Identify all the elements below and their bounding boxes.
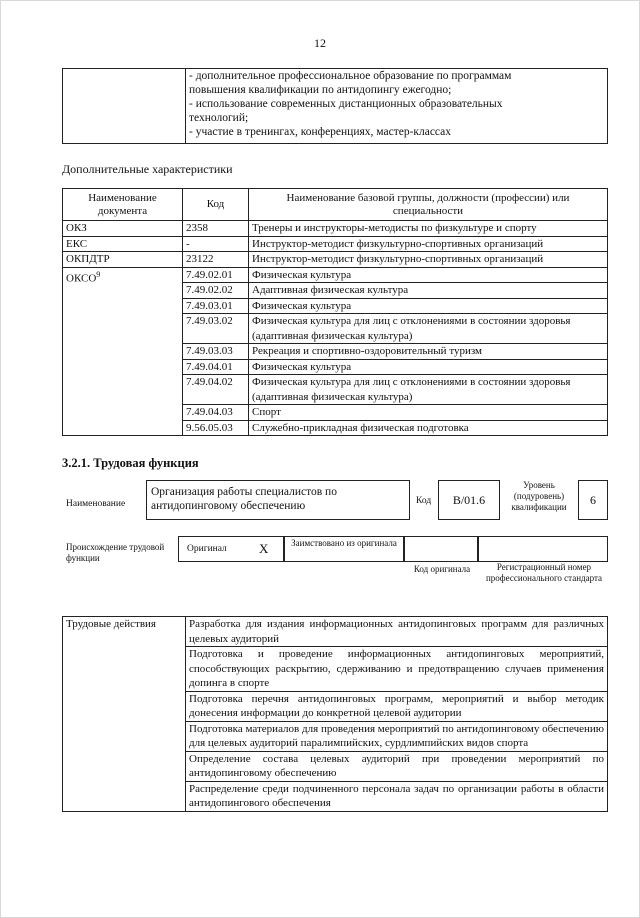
table-row xyxy=(63,221,608,237)
row-name: Тренеры и инструкторы-методисты по физкультуре и спорту xyxy=(249,221,608,237)
function-name-value: Организация работы специалистов по антидопинговому обеспечению xyxy=(151,486,337,512)
row-code: - xyxy=(183,236,249,252)
table-row xyxy=(63,267,608,283)
function-code-box xyxy=(438,480,500,520)
row-name: Рекреация и спортивно-оздоровительный туризм xyxy=(249,344,608,360)
top-table-empty-cell xyxy=(63,69,186,144)
function-name-box xyxy=(146,480,410,520)
characteristics-table xyxy=(62,188,608,436)
row-code: 7.49.03.01 xyxy=(183,298,249,314)
row-code: 7.49.04.02 xyxy=(183,375,249,405)
okso-doc-cell xyxy=(63,267,183,436)
row-name: Служебно-прикладная физическая подготовка xyxy=(249,420,608,436)
top-line: - участие в тренингах, конференциях, мастер-классах xyxy=(189,126,452,138)
row-name: Физическая культура для лиц с отклонениями в состоянии здоровья (адаптивная физическая культура) xyxy=(249,375,608,405)
top-table-content xyxy=(186,69,608,144)
action-item: Распределение среди подчиненного персонала задач по организации работы в области антидопингового обеспечения xyxy=(186,781,608,811)
action-item: Подготовка материалов для проведения мероприятий по антидопинговому обеспечению для целевых аудиторий паралимпийских, сурдлимпийских видов спорта xyxy=(186,721,608,751)
action-item: Подготовка перечня антидопинговых программ, мероприятий и выбор методик донесения информации до конкретной целевой аудитории xyxy=(186,691,608,721)
okso-footnote: 9 xyxy=(96,269,101,279)
origin-reg-box xyxy=(478,536,608,562)
page-number: 12 xyxy=(314,36,326,50)
header-code: Код xyxy=(183,189,249,221)
row-name: Физическая культура xyxy=(249,298,608,314)
top-line: повышения квалификации по антидопингу ежегодно; xyxy=(189,84,452,96)
top-line: - дополнительное профессиональное образование по программам xyxy=(189,70,512,82)
row-code: 9.56.05.03 xyxy=(183,420,249,436)
row-name: Спорт xyxy=(249,405,608,421)
function-code-label: Код xyxy=(416,496,432,506)
actions-label: Трудовые действия xyxy=(63,617,186,812)
row-code: 7.49.02.01 xyxy=(183,267,249,283)
row-name: Физическая культура xyxy=(249,359,608,375)
row-code: 23122 xyxy=(183,252,249,268)
row-code: 7.49.04.03 xyxy=(183,405,249,421)
labor-actions-table xyxy=(62,616,608,812)
section-title: 3.2.1. Трудовая функция xyxy=(62,456,199,470)
header-doc: Наименование документа xyxy=(63,189,183,221)
action-item: Подготовка и проведение информационных антидопинговых мероприятий, способствующих раскрытию, сдерживанию и предотвращению случаев применения допинга в спорте xyxy=(186,647,608,692)
top-line: технологий; xyxy=(189,112,249,124)
row-doc: ОКПДТР xyxy=(63,252,183,268)
function-name-label: Наименование xyxy=(66,499,126,509)
additional-characteristics-title: Дополнительные характеристики xyxy=(62,162,233,176)
row-name: Физическая культура для лиц с отклонениями в состоянии здоровья (адаптивная физическая культура) xyxy=(249,314,608,344)
reg-number-label: Регистрационный номер профессионального стандарта xyxy=(485,562,603,583)
row-name: Инструктор-методист физкультурно-спортивных организаций xyxy=(249,236,608,252)
row-code: 2358 xyxy=(183,221,249,237)
action-item: Разработка для издания информационных антидопинговых программ для различных целевых аудиторий xyxy=(186,617,608,647)
original-label: Оригинал xyxy=(187,544,227,554)
row-name: Физическая культура xyxy=(249,267,608,283)
action-item: Определение состава целевых аудиторий при проведении мероприятий по антидопинговому обеспечению xyxy=(186,751,608,781)
origin-label: Происхождение трудовой функции xyxy=(66,542,165,563)
level-value: 6 xyxy=(590,493,596,507)
table-row xyxy=(63,617,608,647)
header-name: Наименование базовой группы, должности (профессии) или специальности xyxy=(249,189,608,221)
function-code-value: B/01.6 xyxy=(452,493,486,507)
row-code: 7.49.03.02 xyxy=(183,314,249,344)
code-original-label: Код оригинала xyxy=(413,564,471,574)
row-code: 7.49.02.02 xyxy=(183,283,249,299)
origin-original-box xyxy=(178,536,284,562)
table-row xyxy=(63,252,608,268)
row-code: 7.49.03.03 xyxy=(183,344,249,360)
level-box xyxy=(578,480,608,520)
row-doc: ЕКС xyxy=(63,236,183,252)
top-table xyxy=(62,68,608,144)
row-name: Адаптивная физическая культура xyxy=(249,283,608,299)
top-line: - использование современных дистанционных образовательных xyxy=(189,98,503,110)
okso-label: ОКСО xyxy=(66,272,97,285)
row-code: 7.49.04.01 xyxy=(183,359,249,375)
row-name: Инструктор-методист физкультурно-спортивных организаций xyxy=(249,252,608,268)
origin-code-box xyxy=(404,536,478,562)
level-label: Уровень (подуровень) квалификации xyxy=(511,480,567,512)
origin-borrowed-box xyxy=(284,536,404,562)
original-mark: X xyxy=(259,541,269,556)
borrowed-label: Заимствовано из оригинала xyxy=(291,538,397,548)
table-row xyxy=(63,236,608,252)
row-doc: ОКЗ xyxy=(63,221,183,237)
